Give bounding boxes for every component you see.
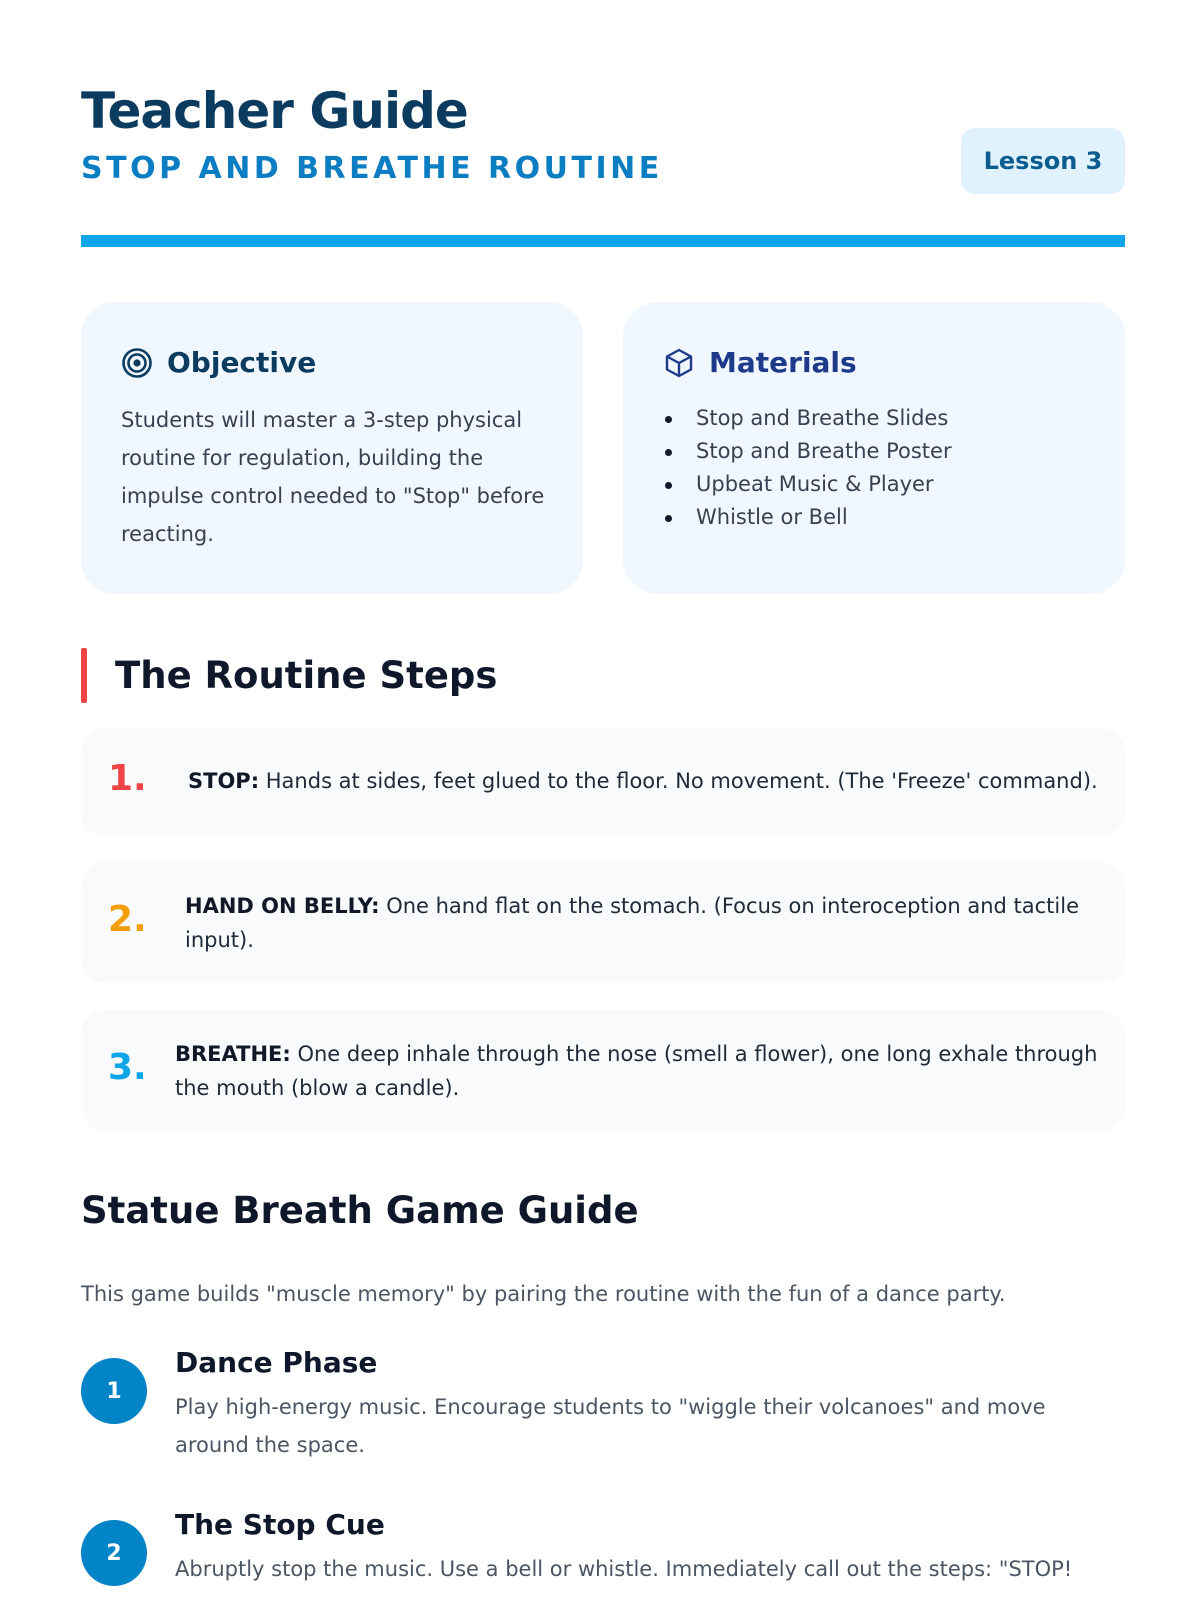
objective-header	[121, 346, 316, 379]
materials-item: Whistle or Bell	[663, 501, 952, 534]
game-guide-title: Statue Breath Game Guide	[81, 1189, 639, 1232]
step-description: One deep inhale through the nose (smell a flower), one long exhale through the mouth (blow a candle).	[175, 1042, 1098, 1100]
materials-header	[663, 346, 857, 379]
objective-card	[81, 302, 583, 594]
phase-title: Dance Phase	[175, 1346, 378, 1379]
cube-icon	[663, 347, 695, 379]
materials-item: Stop and Breathe Slides	[663, 402, 952, 435]
phase-title: The Stop Cue	[175, 1508, 385, 1541]
materials-card	[623, 302, 1125, 594]
step-text	[175, 1037, 1100, 1105]
step-text	[185, 889, 1085, 957]
routine-step-hand-on-belly	[81, 862, 1125, 983]
step-label: HAND ON BELLY:	[185, 894, 380, 918]
header-divider	[81, 235, 1125, 247]
phase-text: Play high-energy music. Encourage students to "wiggle their volcanoes" and move around the space.	[175, 1395, 1046, 1457]
step-label: STOP:	[188, 769, 260, 793]
step-description: One hand flat on the stomach. (Focus on interoception and tactile input).	[185, 894, 1079, 952]
target-icon	[121, 347, 153, 379]
teacher-guide-page	[81, 0, 1125, 1581]
materials-item: Stop and Breathe Poster	[663, 435, 952, 468]
objective-text: Students will master a 3-step physical routine for regulation, building the impulse control needed to "Stop" before reacting.	[121, 408, 545, 546]
materials-item: Upbeat Music & Player	[663, 468, 952, 501]
materials-title: Materials	[709, 346, 857, 379]
phase-text: Abruptly stop the music. Use a bell or whistle. Immediately call out the steps: "STOP!	[175, 1557, 1073, 1581]
objective-title: Objective	[167, 346, 317, 379]
step-number: 3.	[108, 1047, 147, 1088]
routine-step-stop	[81, 728, 1125, 836]
step-description: Hands at sides, feet glued to the floor. No movement. (The 'Freeze' command).	[259, 769, 1098, 793]
materials-list	[663, 402, 952, 534]
phase-number-badge: 2	[81, 1520, 147, 1586]
page-title: Teacher Guide	[81, 82, 468, 140]
step-number: 1.	[108, 758, 147, 799]
step-text	[188, 764, 1108, 798]
info-cards	[81, 302, 1125, 594]
page-subtitle: STOP AND BREATHE ROUTINE	[81, 151, 663, 186]
game-guide-intro: This game builds "muscle memory" by pairing the routine with the fun of a dance party.	[81, 1282, 1006, 1306]
step-number: 2.	[108, 899, 147, 940]
routine-step-breathe	[81, 1010, 1125, 1131]
page-header	[81, 0, 1125, 248]
routine-title: The Routine Steps	[115, 654, 498, 697]
phase-number-badge: 1	[81, 1358, 147, 1424]
lesson-badge: Lesson 3	[961, 128, 1125, 194]
step-label: BREATHE:	[175, 1042, 291, 1066]
